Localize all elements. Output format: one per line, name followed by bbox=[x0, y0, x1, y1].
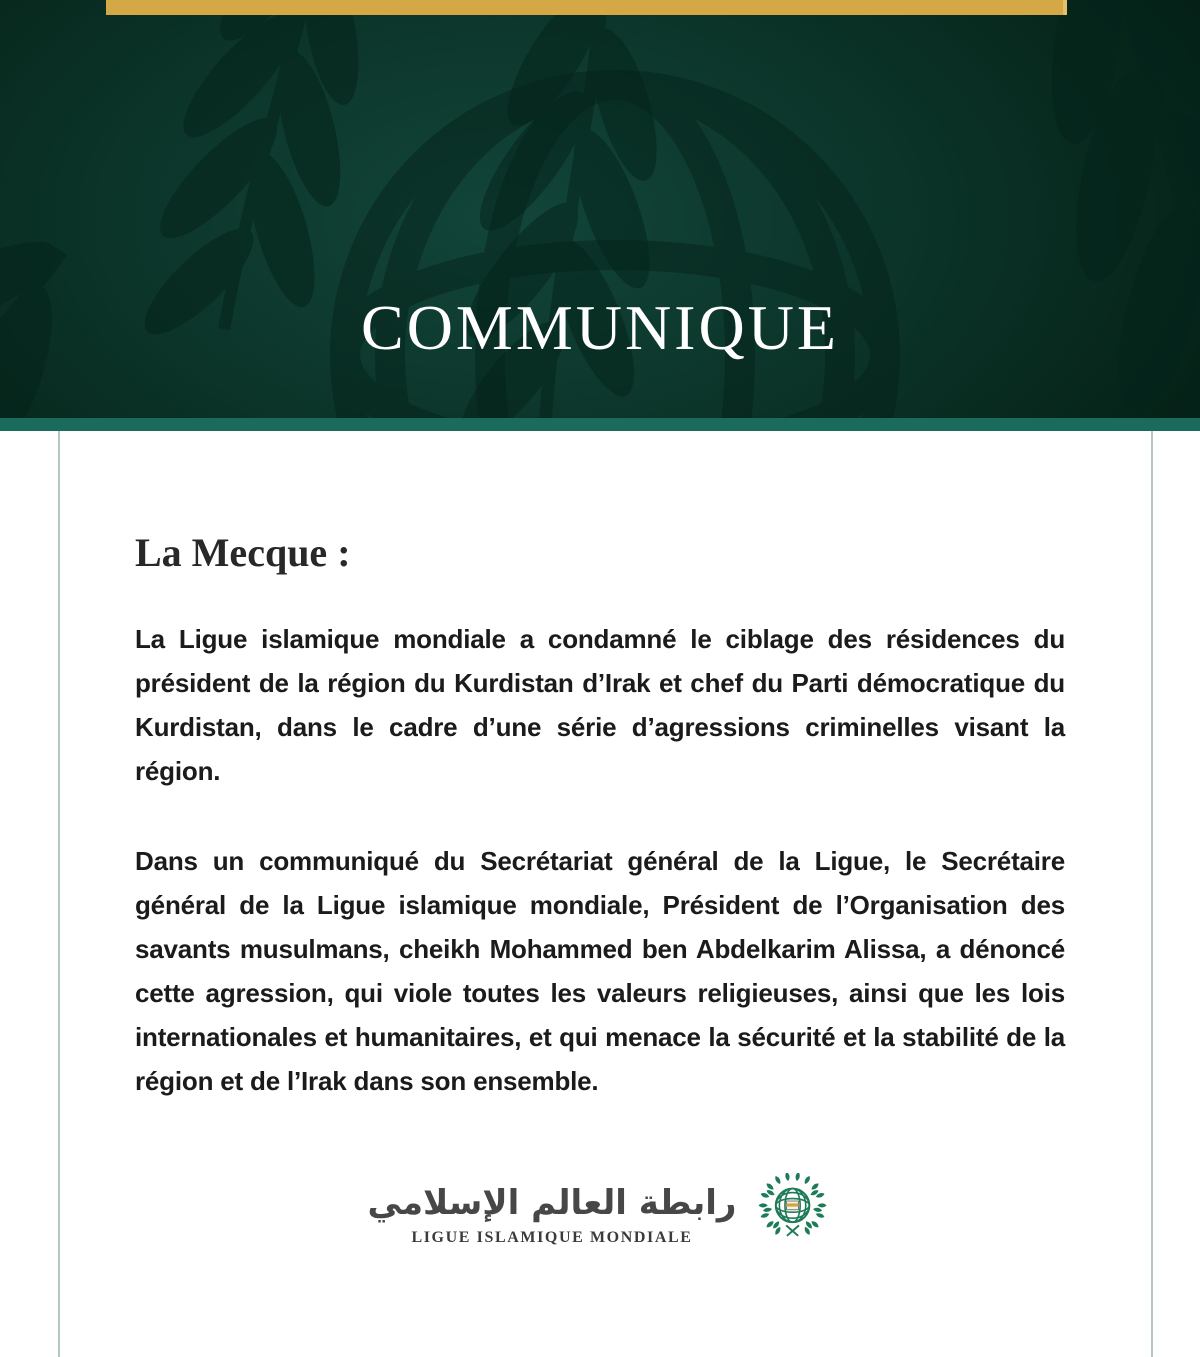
logo-wordmark bbox=[368, 1183, 737, 1247]
paragraph-2: Dans un communiqué du Secrétariat général de la Ligue, le Secrétaire général de la Ligue islamique mondiale, Président de l’Organisation des savants musulmans, cheikh Mohammed ben Abdelkarim Alissa, a dénoncé cette agression, qui viole toutes les valeurs religieuses, ainsi que les lois internationales et humanitaires, et qui menace la sécurité et la stabilité de la région et de l’Irak dans son ensemble. bbox=[135, 846, 1065, 1096]
left-frame-rule bbox=[58, 431, 60, 1357]
logo-arabic-name: رابطة العالم الإسلامي bbox=[367, 1183, 737, 1224]
right-frame-rule bbox=[1151, 431, 1153, 1357]
document-body bbox=[0, 431, 1200, 1357]
organization-logo bbox=[368, 1173, 833, 1257]
globe-wreath-emblem-icon bbox=[752, 1173, 832, 1257]
header-banner bbox=[0, 0, 1200, 418]
teal-divider-bar bbox=[0, 418, 1200, 431]
logo-french-name: LIGUE ISLAMIQUE MONDIALE bbox=[411, 1228, 693, 1246]
gold-accent-bar bbox=[106, 0, 1067, 15]
dateline-heading: La Mecque : bbox=[135, 530, 351, 575]
banner-title: COMMUNIQUE bbox=[361, 292, 839, 363]
emblem-globe-icon bbox=[776, 1189, 810, 1223]
paragraph-1: La Ligue islamique mondiale a condamné le ciblage des résidences du président de la région du Kurdistan d’Irak et chef du Parti démocratique du Kurdistan, dans le cadre d’une série d’agressions criminelles visant la région. bbox=[135, 624, 1065, 786]
